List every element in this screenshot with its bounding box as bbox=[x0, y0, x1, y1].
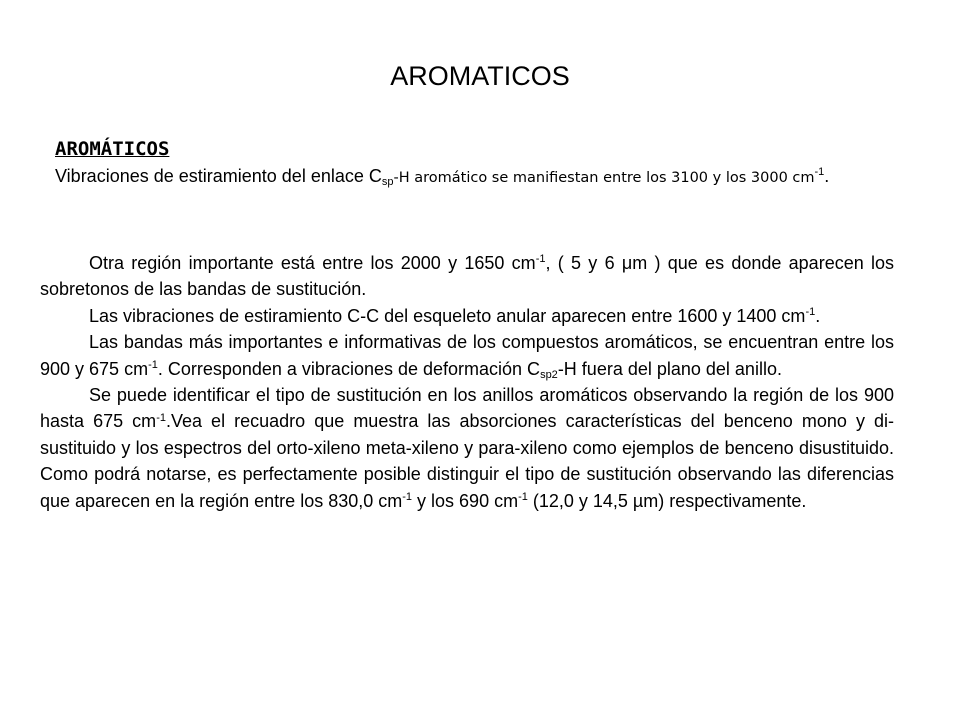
paragraph-text: . bbox=[815, 305, 821, 326]
intro-text-part: Vibraciones de estiramiento del enlace C bbox=[55, 166, 382, 186]
intro-text bbox=[55, 162, 885, 192]
superscript: -1 bbox=[402, 491, 413, 504]
paragraph-text: Otra región importante está entre los 2000 y 1650 cm bbox=[89, 253, 536, 273]
superscript: -1 bbox=[148, 359, 158, 372]
paragraph-text: Se puede identificar el tipo de sustitución en los anillos aromáticos observando la región de los 900 hasta 675 cm bbox=[40, 385, 894, 432]
superscript: -1 bbox=[805, 306, 816, 319]
intro-superscript: -1 bbox=[814, 166, 825, 179]
paragraph-text: Las vibraciones de estiramiento C-C del esqueleto anular aparecen entre 1600 y 1400 cm bbox=[89, 305, 806, 326]
superscript: -1 bbox=[156, 411, 166, 424]
paragraph-text: , ( 5 y 6 μm ) que es donde aparecen los sobretonos de las bandas de sustitución. bbox=[40, 253, 895, 300]
superscript: -1 bbox=[518, 491, 528, 504]
paragraph-text: y los 690 cm bbox=[412, 490, 519, 511]
intro-subscript: sp bbox=[381, 176, 394, 189]
intro-section bbox=[55, 136, 885, 192]
body-text bbox=[40, 250, 894, 514]
subscript: sp2 bbox=[540, 368, 558, 381]
paragraph-text: Las bandas más importantes e informativas de los compuestos aromáticos, se encuentran entre los 900 y 675 cm bbox=[40, 332, 894, 379]
intro-text-part: -H aromático se manifiestan entre los 3100 y los 3000 cm bbox=[393, 170, 815, 186]
paragraph-text: .Vea el recuadro que muestra las absorciones características del benceno mono y di-sustituido y los espectros del orto-xileno meta-xileno y para-xileno como ejemplos de benceno disustituido. Como podrá notarse, es perfectamente posible distinguir el tipo de sustitución observando las diferencias que aparecen en la región entre los 830,0 cm bbox=[40, 411, 895, 511]
paragraph-overtones bbox=[40, 250, 894, 303]
section-heading: AROMÁTICOS bbox=[55, 138, 170, 160]
paragraph-substitution bbox=[40, 382, 894, 514]
paragraph-text: -H fuera del plano del anillo. bbox=[557, 358, 782, 379]
paragraph-text: (12,0 y 14,5 µm) respectivamente. bbox=[527, 490, 807, 511]
page-title: AROMATICOS bbox=[390, 61, 570, 91]
superscript: -1 bbox=[535, 253, 546, 266]
paragraph-cc-stretch bbox=[40, 303, 894, 329]
paragraph-text: . Corresponden a vibraciones de deformación C bbox=[157, 358, 541, 379]
paragraph-important-bands bbox=[40, 329, 894, 382]
intro-text-part: . bbox=[824, 166, 830, 186]
